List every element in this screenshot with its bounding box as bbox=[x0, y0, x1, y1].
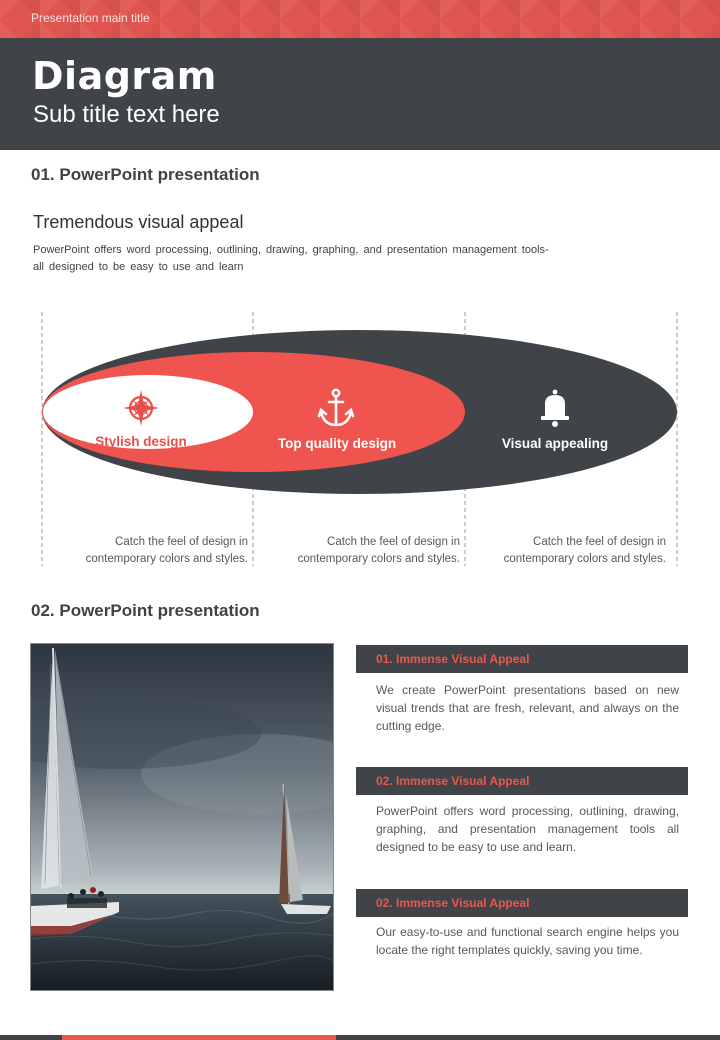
sailboat-photo bbox=[30, 643, 334, 991]
feature-3-title-bar bbox=[356, 889, 688, 917]
column-caption-2: Catch the feel of design in contemporary colors and styles. bbox=[297, 536, 460, 565]
feature-2-text: PowerPoint offers word processing, outlining, drawing, graphing, and presentation management tools all designed to be easy to use and learn. bbox=[376, 804, 679, 854]
feature-1-title-bar bbox=[356, 645, 688, 673]
section-2-heading: 02. PowerPoint presentation bbox=[31, 601, 260, 620]
section-1-heading: 01. PowerPoint presentation bbox=[31, 165, 260, 184]
title-header bbox=[0, 38, 720, 150]
top-quality-design-label: Top quality design bbox=[277, 436, 397, 451]
presentation-main-title: Presentation main title bbox=[31, 11, 150, 25]
page-subtitle: Sub title text here bbox=[33, 101, 220, 128]
stylish-design-label: Stylish design bbox=[95, 434, 187, 449]
page-title: Diagram bbox=[32, 54, 217, 98]
column-caption-3: Catch the feel of design in contemporary colors and styles. bbox=[503, 536, 666, 565]
visual-appeal-body: PowerPoint offers word processing, outlining, drawing, graphing, and presentation management tools- all designed to be easy to use and learn bbox=[33, 244, 549, 273]
feature-2-title-bar bbox=[356, 767, 688, 795]
feature-1-title: 01. Immense Visual Appeal bbox=[376, 652, 530, 666]
feature-1-text: We create PowerPoint presentations based on new visual trends that are fresh, relevant, and always on the cutting edge. bbox=[376, 683, 679, 733]
feature-3-title: 02. Immense Visual Appeal bbox=[376, 896, 530, 910]
top-band bbox=[0, 0, 720, 38]
visual-appealing-label: Visual appealing bbox=[501, 436, 609, 451]
footer-accent-bar bbox=[62, 1035, 336, 1040]
feature-2-title: 02. Immense Visual Appeal bbox=[376, 774, 530, 788]
visual-appeal-title: Tremendous visual appeal bbox=[33, 212, 244, 232]
feature-3-text: Our easy-to-use and functional search engine helps you locate the right templates quickly, saving you time. bbox=[376, 925, 679, 957]
column-caption-1: Catch the feel of design in contemporary colors and styles. bbox=[85, 536, 248, 565]
